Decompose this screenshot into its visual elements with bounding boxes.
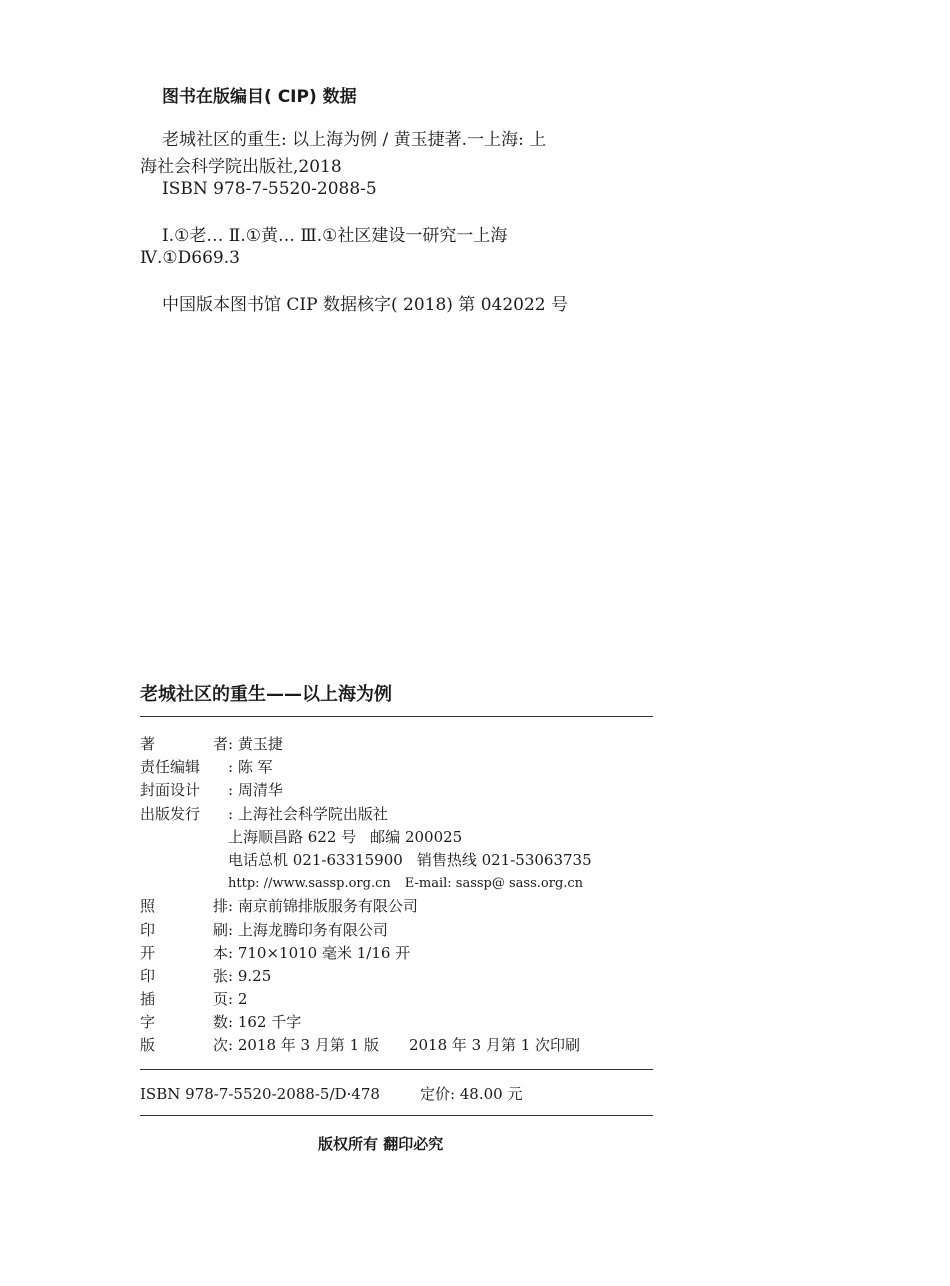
detail-row-publisher: 出版发行 : 上海社会科学院出版社	[140, 804, 388, 823]
publisher-address: 上海顺昌路 622 号 邮编 200025	[228, 827, 463, 846]
cip-citation-line-2: 海社会科学院出版社,2018	[140, 157, 342, 177]
price: 定价: 48.00 元	[419, 1085, 523, 1103]
cip-classification: Ⅰ.①老… Ⅱ.①黄… Ⅲ.①社区建设一研究一上海	[162, 226, 508, 246]
publisher-phone: 电话总机 021-63315900 销售热线 021-53063735	[228, 850, 592, 869]
divider	[140, 1069, 653, 1070]
cip-classification-2: Ⅳ.①D669.3	[140, 248, 240, 268]
detail-row-plates: 插 页 : 2	[140, 990, 248, 1009]
copyright-notice: 版权所有 翻印必究	[318, 1135, 444, 1153]
divider	[140, 1115, 653, 1116]
detail-row-author: 著 者 : 黄玉捷	[140, 735, 283, 753]
detail-row-format: 开 本 : 710×1010 毫米 1/16 开	[140, 943, 411, 962]
detail-row-edition: 版 次 : 2018 年 3 月第 1 版 2018 年 3 月第 1 次印刷	[140, 1036, 581, 1055]
cip-isbn: ISBN 978-7-5520-2088-5	[162, 179, 377, 199]
publisher-web: http: //www.sassp.org.cn E-mail: sassp@ sass.org.cn	[228, 876, 584, 892]
detail-row-sheets: 印 张 : 9.25	[140, 966, 272, 985]
detail-row-word-count: 字 数 : 162 千字	[140, 1013, 302, 1032]
book-title: 老城社区的重生——以上海为例	[140, 684, 392, 705]
detail-row-printing: 印 刷 : 上海龙腾印务有限公司	[140, 920, 388, 939]
isbn-full: ISBN 978-7-5520-2088-5/D·478	[140, 1085, 380, 1103]
detail-row-cover-design: 封面设计 : 周清华	[140, 781, 283, 800]
detail-row-editor: 责任编辑 : 陈 军	[140, 758, 273, 777]
divider	[140, 716, 653, 717]
cip-heading: 图书在版编目( CIP) 数据	[162, 87, 357, 107]
cip-record-number: 中国版本图书馆 CIP 数据核字( 2018) 第 042022 号	[162, 295, 569, 315]
isbn-price-row	[140, 1083, 522, 1104]
cip-citation-line-1: 老城社区的重生: 以上海为例 / 黄玉捷著.一上海: 上	[162, 130, 547, 150]
publication-details	[140, 733, 592, 1058]
detail-row-typesetting: 照 排 : 南京前锦排版服务有限公司	[140, 897, 418, 916]
